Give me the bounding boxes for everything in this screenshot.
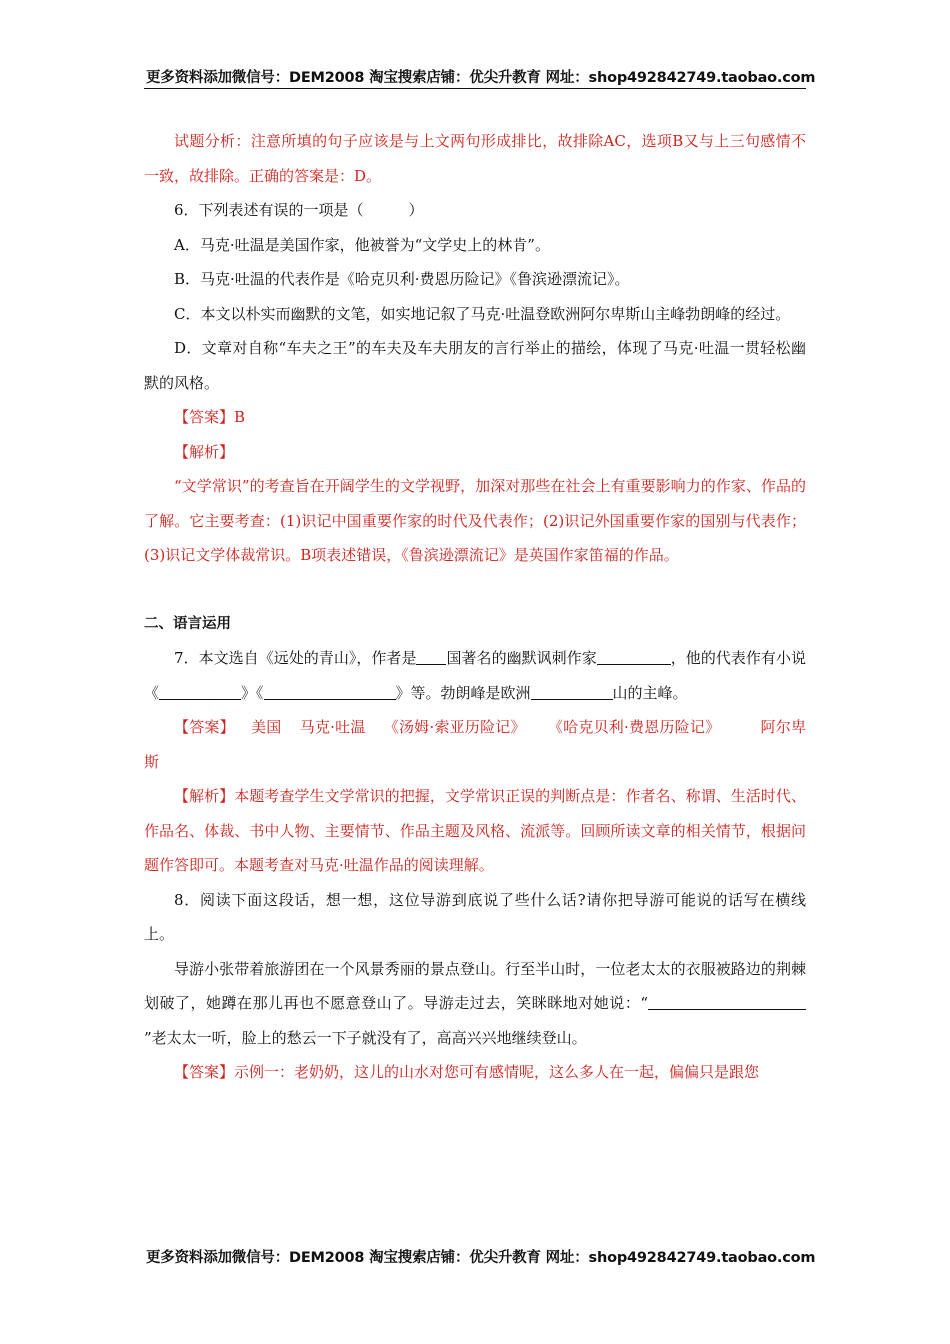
q6-explain: “文学常识”的考查旨在开阔学生的文学视野，加深对那些在社会上有重要影响力的作家、作品的了解。它主要考查：(1)识记中国重要作家的时代及代表作；(2)识记外国重要作家的国别与代表作；(3)识记文学体裁常识。B项表述错误，《鲁滨逊漂流记》是英国作家笛福的作品。 — [144, 477, 806, 564]
q8-answer-text: 示例一：老奶奶，这儿的山水对您可有感情呢，这么多人在一起，偏偏只是跟您 — [234, 1063, 760, 1081]
q7-explain — [144, 779, 806, 883]
q6-answer — [144, 400, 806, 435]
q7-stem-part: 山的主峰。 — [612, 683, 688, 702]
document-body — [144, 124, 806, 1090]
fill-blank — [531, 684, 613, 700]
q5-analysis: 试题分析：注意所填的句子应该是与上文两句形成排比，故排除AC，选项B又与上三句感情不一致，故排除。正确的答案是：D。 — [144, 132, 806, 185]
q7-answer-item: 《汤姆·索亚历险记》 — [383, 718, 526, 736]
header-rule — [144, 88, 806, 89]
q8-answer — [144, 1055, 806, 1090]
fill-blank — [597, 649, 671, 665]
q8-passage — [144, 952, 806, 1056]
q7-answer-item: 马克·吐温 — [299, 718, 366, 736]
q6-answer-value: B — [234, 408, 246, 426]
q7-stem — [144, 641, 806, 710]
q7-stem-part: 7．本文选自《远处的青山》，作者是 — [174, 649, 417, 667]
q6-option-a: A．马克·吐温是美国作家，他被誉为“文学史上的林肯”。 — [174, 235, 550, 254]
q7-explain-label: 【解析】 — [174, 787, 235, 805]
fill-blank — [648, 994, 706, 1010]
fill-blank — [159, 684, 241, 700]
q8-passage-part: ”老太太一听，脸上的愁云一下子就没有了，高高兴兴地继续登山。 — [144, 1028, 587, 1047]
q7-explain-text: 本题考查学生文学常识的把握，文学常识正误的判断点是：作者名、称谓、生活时代、作品名、体裁、书中人物、主要情节、作品主题及风格、流派等。回顾所读文章的相关情节，根据问题作答即可。本题考查对马克·吐温作品的阅读理解。 — [144, 787, 806, 874]
q8-answer-label: 【答案】 — [174, 1063, 235, 1081]
q6-option-c: C．本文以朴实而幽默的文笔，如实地记叙了马克·吐温登欧洲阿尔卑斯山主峰勃朗峰的经过。 — [174, 304, 791, 323]
q7-answer — [144, 710, 806, 779]
q7-answer-item: 美国 — [250, 718, 282, 736]
section-2-title: 二、语言运用 — [144, 615, 231, 632]
q7-answer-item: 阿尔卑斯 — [144, 718, 806, 771]
q6-option-d: D．文章对自称“车夫之王”的车夫及车夫朋友的言行举止的描绘，体现了马克·吐温一贯轻松幽默的风格。 — [144, 339, 806, 392]
fill-blank — [416, 649, 446, 665]
q6-answer-label: 【答案】 — [174, 408, 235, 426]
q7-stem-part: 》《 — [241, 683, 264, 702]
q8-stem: 8．阅读下面这段话，想一想，这位导游到底说了些什么话?请你把导游可能说的话写在横线上。 — [144, 890, 806, 943]
page-footer: 更多资料添加微信号：DEM2008 淘宝搜索店铺：优尖升教育 网址：shop492842749.taobao.com — [146, 1250, 816, 1266]
q7-answer-item: 《哈克贝利·费恩历险记》 — [547, 718, 721, 736]
q6-option-b: B．马克·吐温的代表作是《哈克贝利·费恩历险记》《鲁滨逊漂流记》。 — [174, 270, 630, 288]
q8-passage-part: 导游小张带着旅游团在一个风景秀丽的景点登山。行至半山时，一位老太太的衣服被路边的荆棘划破了，她蹲在那儿再也不愿意登山了。导游走过去，笑眯眯地对她说：“ — [144, 959, 806, 1012]
q7-stem-part: 国著名的幽默讽刺作家 — [446, 649, 597, 667]
fill-blank — [706, 994, 806, 1010]
q7-stem-part: ，他的代表作有小说《 — [144, 649, 806, 702]
q7-stem-part: 》等。勃朗峰是欧洲 — [395, 683, 531, 702]
q6-stem: 6．下列表述有误的一项是（ ） — [174, 201, 424, 219]
q7-answer-label: 【答案】 — [174, 718, 235, 736]
fill-blank — [264, 684, 396, 700]
q6-explain-label: 【解析】 — [174, 442, 235, 461]
page-header: 更多资料添加微信号：DEM2008 淘宝搜索店铺：优尖升教育 网址：shop492842749.taobao.com — [146, 70, 816, 86]
